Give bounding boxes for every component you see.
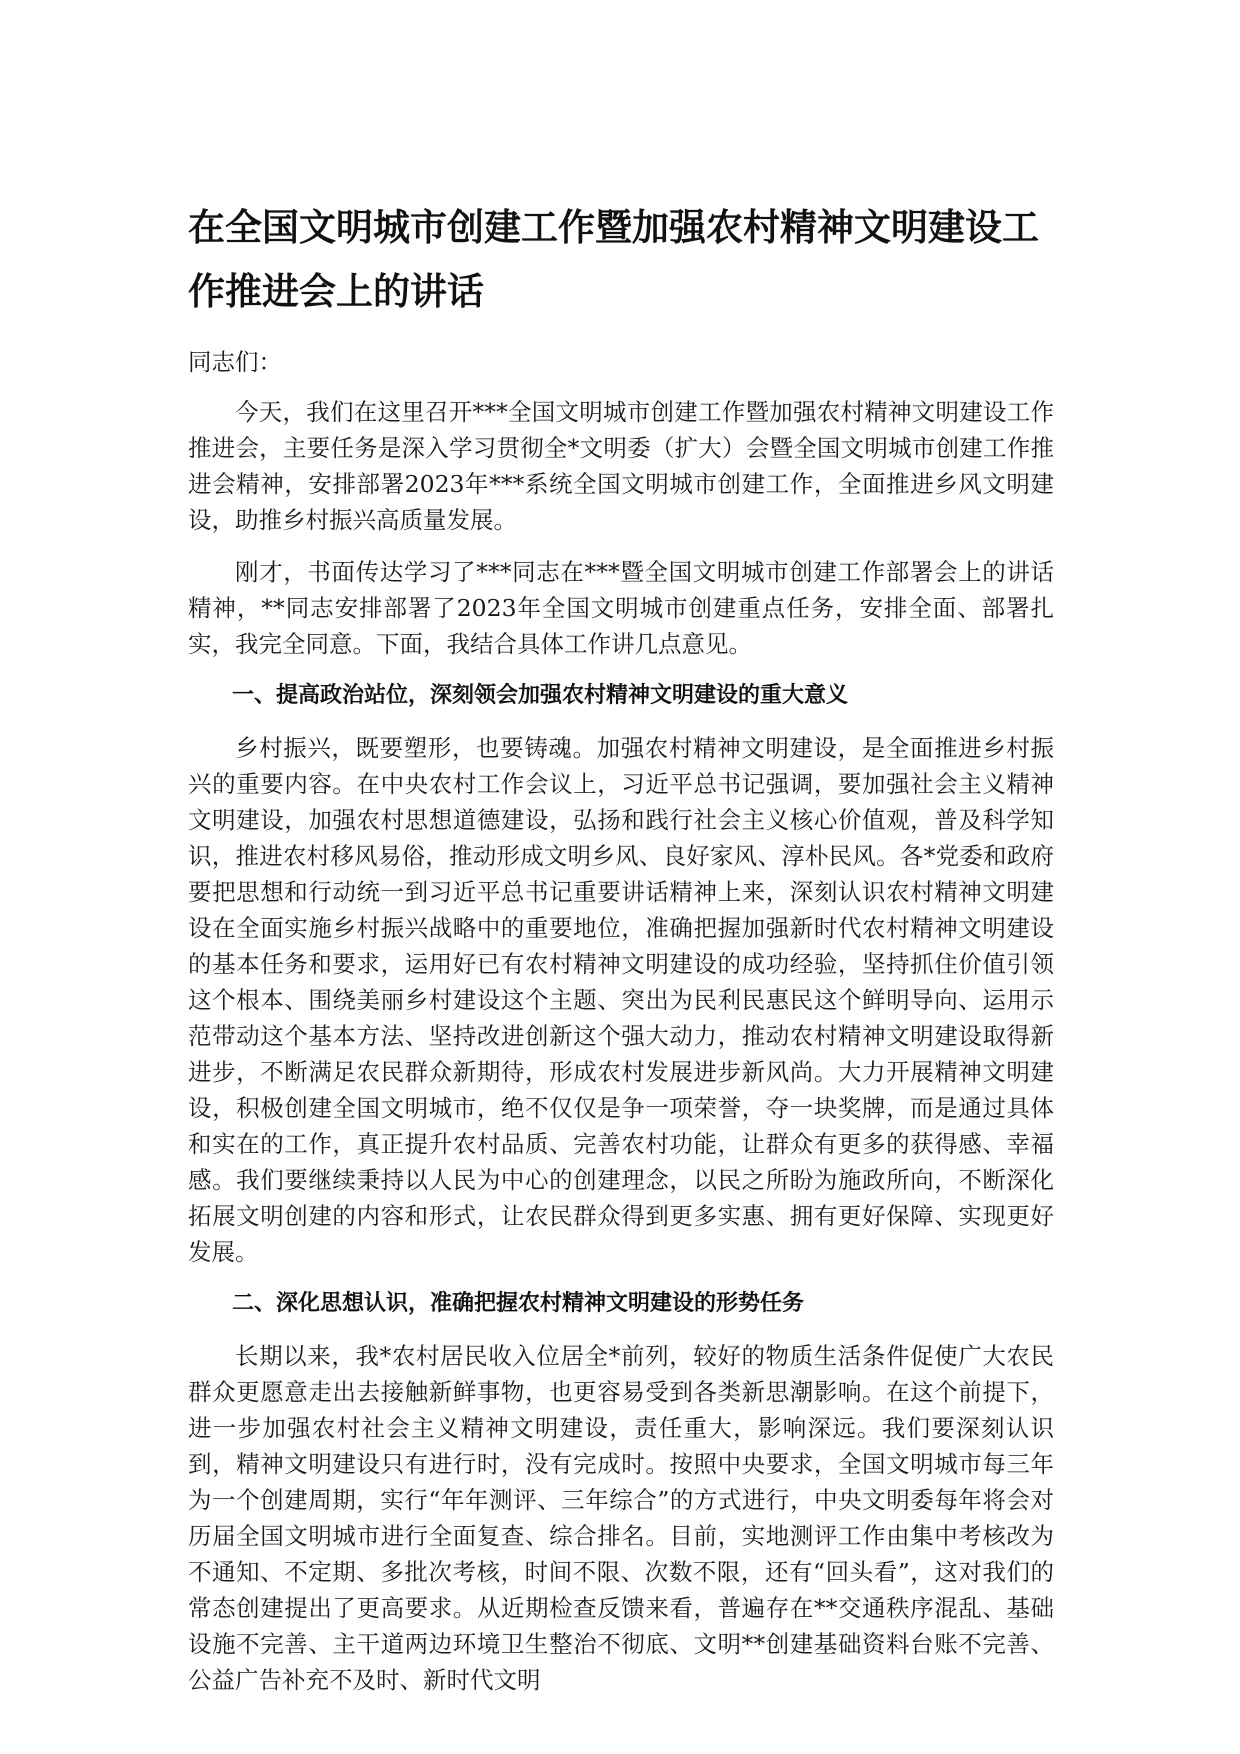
section-heading-1: 一、提高政治站位，深刻领会加强农村精神文明建设的重大意义 [232,683,849,708]
intro-paragraph-1: 今天，我们在这里召开***全国文明城市创建工作暨加强农村精神文明建设工作推进会，主要任务是深入学习贯彻全*文明委（扩大）会暨全国文明城市创建工作推进会精神，安排部署2023年***系统全国文明城市创建工作，全面推进乡风文明建设，助推乡村振兴高质量发展。 [188,398,1054,534]
document-page [188,196,1054,1714]
section-2-paragraph-1: 长期以来，我*农村居民收入位居全*前列，较好的物质生活条件促使广大农民群众更愿意走出去接触新鲜事物，也更容易受到各类新思潮影响。在这个前提下，进一步加强农村社会主义精神文明建设，责任重大，影响深远。我们要深刻认识到，精神文明建设只有进行时，没有完成时。按照中央要求，全国文明城市每三年为一个创建周期，实行“年年测评、三年综合”的方式进行，中央文明委每年将会对历届全国文明城市进行全面复查、综合排名。目前，实地测评工作由集中考核改为不通知、不定期、多批次考核，时间不限、次数不限，还有“回头看”，这对我们的常态创建提出了更高要求。从近期检查反馈来看，普遍存在**交通秩序混乱、基础设施不完善、主干道两边环境卫生整治不彻底、文明**创建基础资料台账不完善、公益广告补充不及时、新时代文明 [188,1342,1054,1694]
salutation: 同志们： [188,348,282,376]
intro-paragraph-2: 刚才，书面传达学习了***同志在***暨全国文明城市创建工作部署会上的讲话精神，**同志安排部署了2023年全国文明城市创建重点任务，安排全面、部署扎实，我完全同意。下面，我结合具体工作讲几点意见。 [188,558,1054,658]
section-1-paragraph-1: 乡村振兴，既要塑形，也要铸魂。加强农村精神文明建设，是全面推进乡村振兴的重要内容。在中央农村工作会议上，习近平总书记强调，要加强社会主义精神文明建设，加强农村思想道德建设，弘扬和践行社会主义核心价值观，普及科学知识，推进农村移风易俗，推动形成文明乡风、良好家风、淳朴民风。各*党委和政府要把思想和行动统一到习近平总书记重要讲话精神上来，深刻认识农村精神文明建设在全面实施乡村振兴战略中的重要地位，准确把握加强新时代农村精神文明建设的基本任务和要求，运用好已有农村精神文明建设的成功经验，坚持抓住价值引领这个根本、围绕美丽乡村建设这个主题、突出为民利民惠民这个鲜明导向、运用示范带动这个基本方法、坚持改进创新这个强大动力，推动农村精神文明建设取得新进步，不断满足农民群众新期待，形成农村发展进步新风尚。大力开展精神文明建设，积极创建全国文明城市，绝不仅仅是争一项荣誉，夺一块奖牌，而是通过具体和实在的工作，真正提升农村品质、完善农村功能，让群众有更多的获得感、幸福感。我们要继续秉持以人民为中心的创建理念，以民之所盼为施政所向，不断深化拓展文明创建的内容和形式，让农民群众得到更多实惠、拥有更好保障、实现更好发展。 [188,734,1054,1266]
document-title: 在全国文明城市创建工作暨加强农村精神文明建设工作推进会上的讲话 [188,206,1039,313]
section-heading-2: 二、深化思想认识，准确把握农村精神文明建设的形势任务 [232,1291,805,1316]
